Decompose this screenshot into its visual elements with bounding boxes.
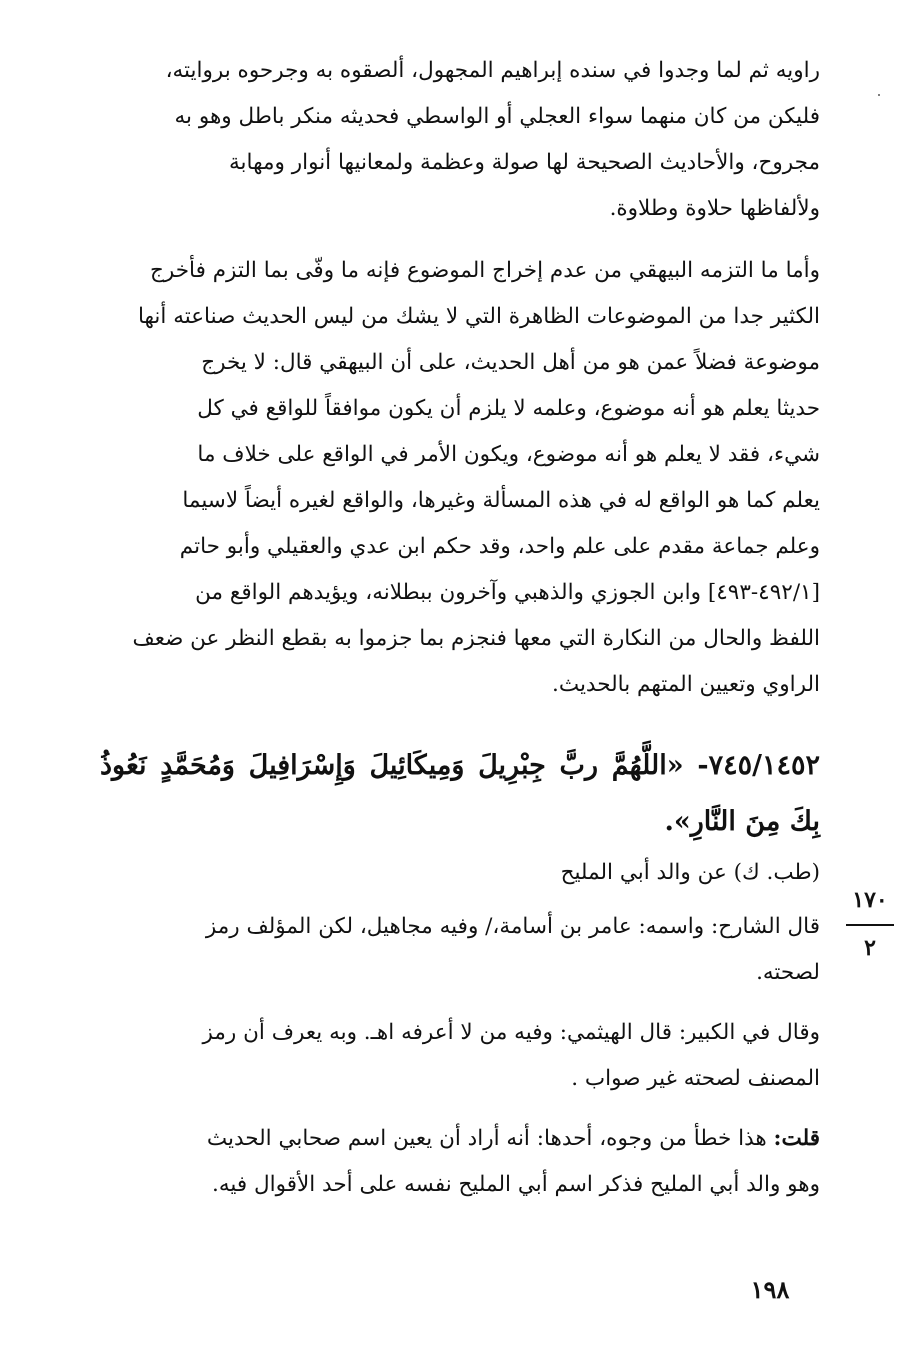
commentary-1 bbox=[100, 904, 820, 996]
commentary-text: هذا خطأ من وجوه، أحدها: أنه أراد أن يعين اسم صحابي الحديث bbox=[206, 1126, 767, 1151]
margin-reference-bottom: ٢ bbox=[864, 935, 876, 961]
hadith-source bbox=[100, 850, 820, 896]
source-line: (طب. ك) عن والد أبي المليح bbox=[560, 860, 820, 885]
paragraph-2 bbox=[100, 248, 820, 708]
text-line: [٤٩٢/١-٤٩٣] وابن الجوزي والذهبي وآخرون ببطلانه، ويؤيدهم الواقع من bbox=[195, 580, 820, 605]
page-number: ١٩٨ bbox=[750, 1275, 790, 1304]
text-line: قال الشارح: واسمه: عامر بن أسامة،/ وفيه مجاهيل، لكن المؤلف رمز bbox=[205, 914, 820, 939]
text-line: وأما ما التزمه البيهقي من عدم إخراج الموضوع فإنه ما وفّى بما التزم فأخرج bbox=[150, 258, 820, 283]
text-line: راويه ثم لما وجدوا في سنده إبراهيم المجهول، ألصقوه به وجرحوه بروايته، bbox=[165, 58, 820, 83]
hadith-number: ٧٤٥/١٤٥٢- bbox=[697, 750, 820, 781]
text-line bbox=[100, 1116, 820, 1162]
text-line: اللفظ والحال من النكارة التي معها فنجزم بما جزموا به بقطع النظر عن ضعف bbox=[132, 626, 820, 651]
commentary-lead: قلت: bbox=[773, 1126, 820, 1151]
text-line: ولألفاظها حلاوة وطلاوة. bbox=[609, 196, 820, 221]
text-line: لصحته. bbox=[756, 960, 820, 985]
text-line: المصنف لصحته غير صواب . bbox=[571, 1066, 820, 1091]
margin-reference-top: ١٧٠ bbox=[852, 887, 888, 913]
text-line: حديثا يعلم هو أنه موضوع، وعلمه لا يلزم أن يكون موافقاً للواقع في كل bbox=[197, 396, 820, 421]
text-line: يعلم كما هو الواقع له في هذه المسألة وغيرها، والواقع لغيره أيضاً لاسيما bbox=[182, 488, 820, 513]
text-line: شيء، فقد لا يعلم هو أنه موضوع، ويكون الأمر في الواقع على خلاف ما bbox=[197, 442, 820, 467]
text-line: وعلم جماعة مقدم على علم واحد، وقد حكم ابن عدي والعقيلي وأبو حاتم bbox=[179, 534, 820, 559]
commentary-2 bbox=[100, 1010, 820, 1102]
text-line: موضوعة فضلاً عمن هو من أهل الحديث، على أن البيهقي قال: لا يخرج bbox=[201, 350, 820, 375]
margin-reference-divider bbox=[846, 924, 894, 926]
text-line: مجروح، والأحاديث الصحيحة لها صولة وعظمة ولمعانيها أنوار ومهابة bbox=[229, 150, 820, 175]
text-line: الكثير جدا من الموضوعات الظاهرة التي لا يشك من ليس الحديث صناعته أنها bbox=[137, 304, 820, 329]
text-line: وقال في الكبير: قال الهيثمي: وفيه من لا أعرفه اهـ. وبه يعرف أن رمز bbox=[202, 1020, 820, 1045]
text-line: الراوي وتعيين المتهم بالحديث. bbox=[552, 672, 820, 697]
text-line: فليكن من كان منهما سواء العجلي أو الواسطي فحديثه منكر باطل وهو به bbox=[174, 104, 820, 129]
scan-speck bbox=[878, 94, 880, 96]
commentary-3 bbox=[100, 1116, 820, 1208]
hadith-text: «اللَّهُمَّ ربَّ جِبْرِيلَ وَمِيكَائِيلَ وَإِسْرَافِيلَ وَمُحَمَّدٍ نَعُوذُ بِكَ مِنَ النَّارِ». bbox=[100, 750, 820, 837]
margin-reference bbox=[840, 880, 900, 966]
hadith-entry bbox=[100, 738, 820, 850]
text-line: وهو والد أبي المليح فذكر اسم أبي المليح نفسه على أحد الأقوال فيه. bbox=[212, 1172, 820, 1197]
paragraph-1 bbox=[100, 48, 820, 232]
